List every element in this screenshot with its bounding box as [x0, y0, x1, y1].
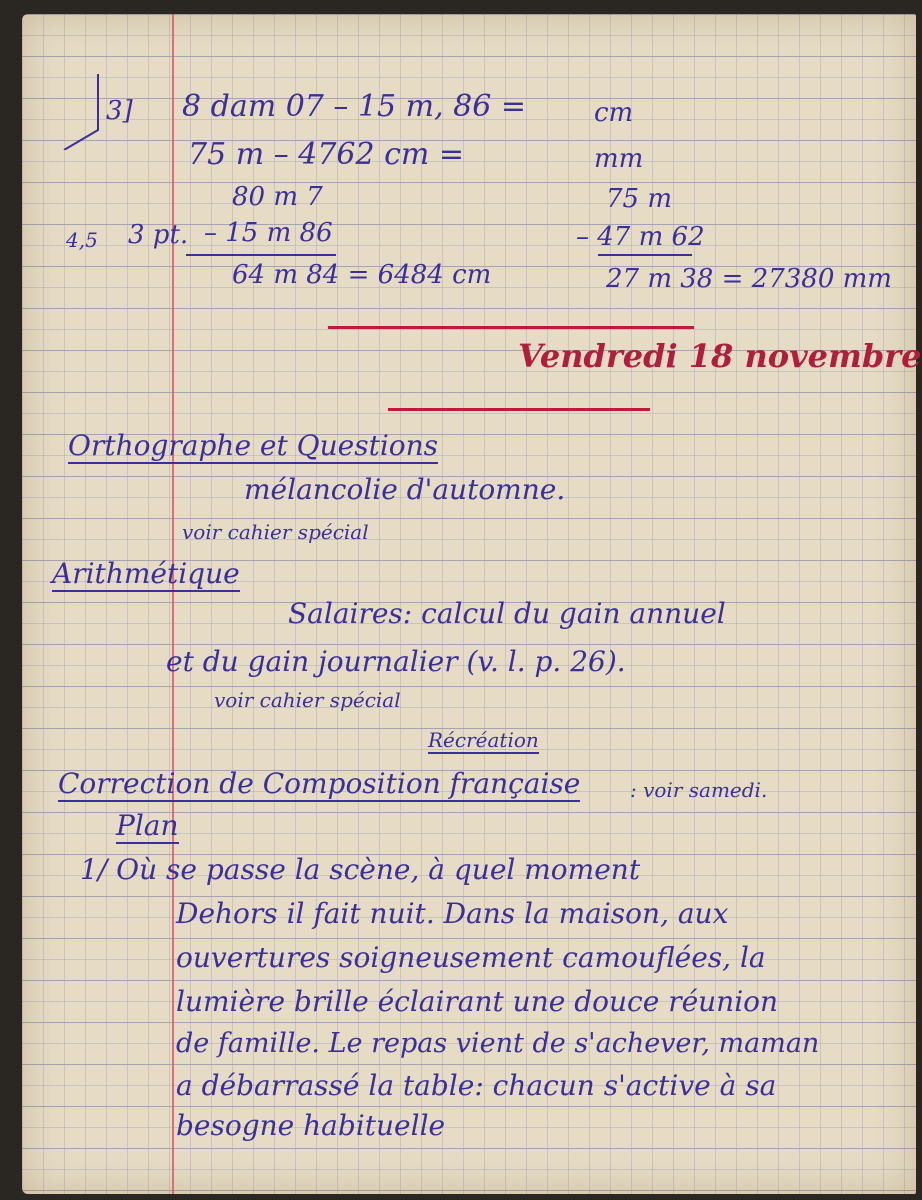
- arithmetique-note: voir cahier spécial: [214, 688, 401, 712]
- math-line-1-unit: cm: [594, 98, 634, 128]
- exercise-number: 3]: [106, 96, 133, 126]
- heading-recreation: Récréation: [428, 728, 539, 752]
- math-line-2: 75 m – 4762 cm =: [188, 137, 465, 172]
- math-line-1: 8 dam 07 – 15 m, 86 =: [182, 89, 527, 124]
- correction-note: : voir samedi.: [630, 778, 768, 802]
- orthographe-note: voir cahier spécial: [182, 520, 369, 544]
- heading-arithmetique: Arithmétique: [52, 557, 240, 590]
- calc-b-rule: [598, 254, 692, 256]
- math-line-2-unit: mm: [594, 144, 644, 174]
- text-line-4: de famille. Le repas vient de s'achever, maman: [176, 1028, 820, 1059]
- plan-point-1: 1/ Où se passe la scène, à quel moment: [80, 853, 641, 886]
- heading-orthographe: Orthographe et Questions: [68, 429, 439, 462]
- calc-b-line-1: 75 m: [606, 184, 673, 214]
- arithmetique-line-2: et du gain journalier (v. l. p. 26).: [166, 645, 626, 678]
- grade-mark: 4,5: [66, 228, 98, 252]
- text-line-1: Dehors il fait nuit. Dans la maison, aux: [176, 897, 729, 930]
- calc-b-result: 27 m 38 = 27380 mm: [606, 264, 892, 294]
- heading-plan: Plan: [116, 809, 179, 842]
- exercise-bracket: [60, 70, 100, 150]
- date-heading: Vendredi 18 novembre: [518, 337, 922, 375]
- arithmetique-line-1: Salaires: calcul du gain annuel: [288, 597, 726, 630]
- text-line-6: besogne habituelle: [176, 1109, 446, 1142]
- calc-a-line-1: 80 m 7: [232, 182, 323, 212]
- heading-correction: Correction de Composition française: [58, 767, 581, 800]
- calc-b-line-2: – 47 m 62: [576, 222, 705, 252]
- calc-a-line-2: – 15 m 86: [204, 218, 333, 248]
- calc-a-result: 64 m 84 = 6484 cm: [232, 260, 492, 290]
- calc-a-rule: [186, 254, 336, 256]
- date-rule-bottom: [388, 408, 650, 411]
- text-line-2: ouvertures soigneusement camouflées, la: [176, 941, 766, 974]
- orthographe-subtitle: mélancolie d'automne.: [244, 473, 566, 506]
- text-line-5: a débarrassé la table: chacun s'active à sa: [176, 1069, 777, 1102]
- text-line-3: lumière brille éclairant une douce réunion: [176, 985, 779, 1018]
- date-rule-top: [328, 326, 694, 329]
- points-mark: 3 pt.: [128, 220, 189, 250]
- margin-line: [172, 14, 174, 1194]
